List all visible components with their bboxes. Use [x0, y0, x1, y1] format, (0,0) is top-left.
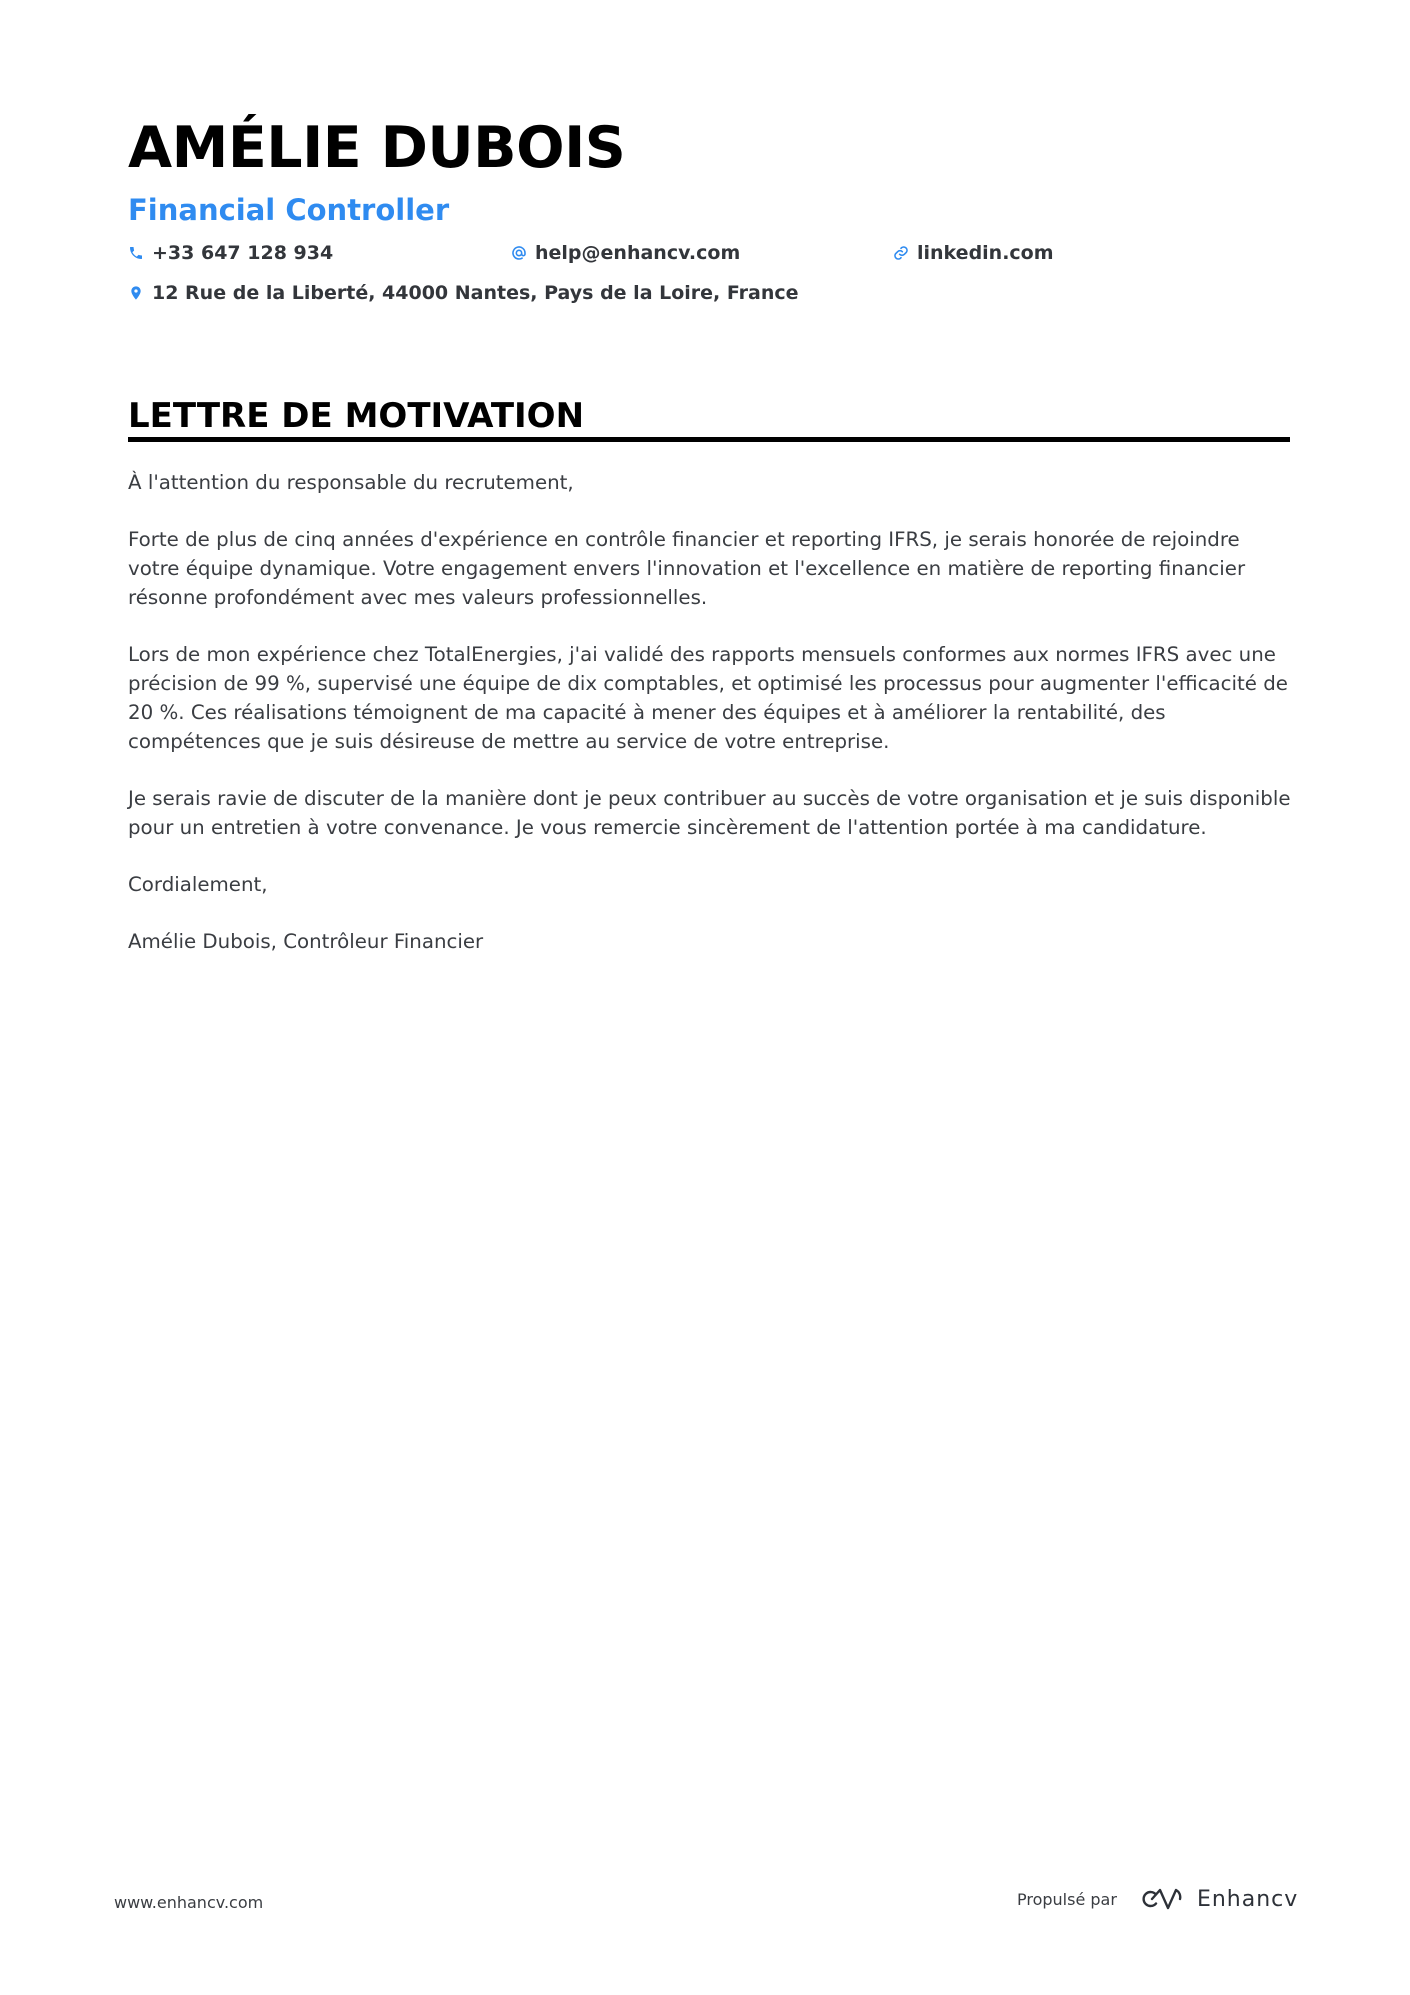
letter-paragraph: Forte de plus de cinq années d'expérience en contrôle financier et reporting IFRS, je serais honorée de rejoindre votre équipe dynamique. Votre engagement envers l'innovation et l'excellence en matière de reporting financier résonne profondément avec mes valeurs professionnelles. [128, 528, 1246, 609]
section-divider [128, 437, 1290, 442]
at-sign-icon [511, 244, 527, 262]
section-title: LETTRE DE MOTIVATION [128, 396, 585, 436]
phone-icon [128, 244, 144, 262]
link-icon [893, 244, 909, 262]
location-pin-icon [128, 284, 144, 302]
footer-brand[interactable] [1017, 1886, 1298, 1912]
contact-phone [128, 242, 333, 264]
enhancv-logo-icon [1139, 1886, 1185, 1912]
brand-name: Enhancv [1196, 1886, 1299, 1912]
letter-closing: Cordialement, [128, 873, 268, 896]
phone-number: +33 647 128 934 [152, 242, 334, 264]
contact-website[interactable] [893, 242, 1054, 264]
address-text: 12 Rue de la Liberté, 44000 Nantes, Pays de la Loire, France [152, 282, 799, 304]
email-address[interactable]: help@enhancv.com [535, 242, 741, 264]
letter-body [128, 468, 1296, 984]
footer-url[interactable]: www.enhancv.com [114, 1893, 264, 1912]
letter-salutation: À l'attention du responsable du recrutement, [128, 471, 574, 494]
contact-address [128, 282, 799, 304]
contact-email[interactable] [511, 242, 740, 264]
website-link[interactable]: linkedin.com [917, 242, 1054, 264]
letter-paragraph: Lors de mon expérience chez TotalEnergies, j'ai validé des rapports mensuels conformes aux normes IFRS avec une précision de 99 %, supervisé une équipe de dix comptables, et optimisé les processus pour augmenter l'efficacité de 20 %. Ces réalisations témoignent de ma capacité à mener des équipes et à améliorer la rentabilité, des compétences que je suis désireuse de mettre au service de votre entreprise. [128, 643, 1288, 753]
powered-by-label: Propulsé par [1017, 1889, 1117, 1909]
job-title: Financial Controller [128, 193, 450, 227]
letter-signature: Amélie Dubois, Contrôleur Financier [128, 930, 484, 953]
candidate-name: AMÉLIE DUBOIS [128, 115, 626, 181]
letter-paragraph: Je serais ravie de discuter de la manière dont je peux contribuer au succès de votre organisation et je suis disponible pour un entretien à votre convenance. Je vous remercie sincèrement de l'attention portée à ma candidature. [128, 787, 1291, 839]
